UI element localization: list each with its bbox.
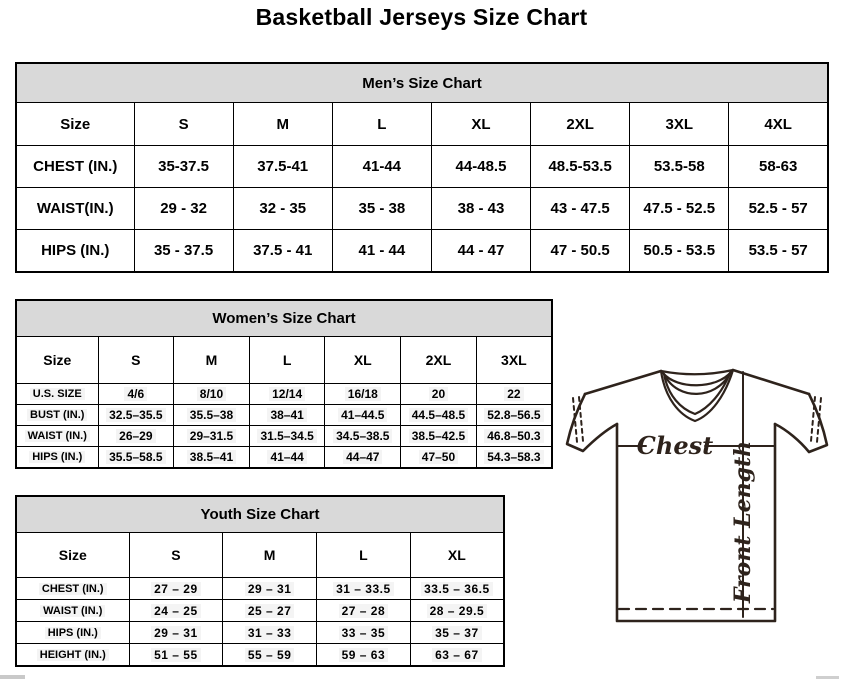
size-value-cell: 24 – 25: [129, 600, 223, 622]
size-value-cell: 38 - 43: [431, 188, 530, 230]
jersey-right-shoulder: [733, 370, 809, 394]
size-value-cell: 41–44.5: [325, 405, 401, 426]
size-column-header: L: [332, 103, 431, 146]
size-value-cell: 47 - 50.5: [531, 230, 630, 273]
size-value-cell: 20: [401, 384, 477, 405]
size-value-cell: 52.5 - 57: [729, 188, 828, 230]
size-value-cell: 35-37.5: [134, 146, 233, 188]
size-value-cell: 16/18: [325, 384, 401, 405]
table-title: Women’s Size Chart: [16, 300, 552, 337]
size-column-header: S: [129, 533, 223, 578]
size-value-cell: 43 - 47.5: [531, 188, 630, 230]
size-column-header: 2XL: [401, 337, 477, 384]
size-value-cell: 47.5 - 52.5: [630, 188, 729, 230]
size-value-cell: 63 – 67: [410, 644, 504, 667]
size-value-cell: 31 – 33.5: [317, 578, 411, 600]
size-value-cell: 38.5–42.5: [401, 426, 477, 447]
table-row: [16, 384, 552, 405]
size-value-cell: 44.5–48.5: [401, 405, 477, 426]
table-row: [16, 426, 552, 447]
table-row: [16, 230, 828, 273]
size-value-cell: 46.8–50.3: [476, 426, 552, 447]
size-header-label: Size: [16, 103, 134, 146]
size-value-cell: 44-48.5: [431, 146, 530, 188]
size-value-cell: 38–41: [249, 405, 325, 426]
table-title: Men’s Size Chart: [16, 63, 828, 103]
row-label: HIPS (IN.): [16, 447, 98, 469]
size-value-cell: 29 – 31: [223, 578, 317, 600]
table-title: Youth Size Chart: [16, 496, 504, 533]
front-length-label: Front Length: [730, 440, 756, 604]
size-value-cell: 28 – 29.5: [410, 600, 504, 622]
row-label: CHEST (IN.): [16, 146, 134, 188]
table-row: [16, 622, 504, 644]
row-label: BUST (IN.): [16, 405, 98, 426]
size-value-cell: 47–50: [401, 447, 477, 469]
size-value-cell: 29–31.5: [174, 426, 250, 447]
table-row: [16, 600, 504, 622]
size-column-header: M: [223, 533, 317, 578]
size-column-header: 4XL: [729, 103, 828, 146]
row-label: U.S. SIZE: [16, 384, 98, 405]
size-value-cell: 22: [476, 384, 552, 405]
row-label: WAIST (IN.): [16, 600, 129, 622]
size-column-header: XL: [431, 103, 530, 146]
size-value-cell: 38.5–41: [174, 447, 250, 469]
size-value-cell: 54.3–58.3: [476, 447, 552, 469]
table-row: [16, 644, 504, 667]
size-value-cell: 48.5-53.5: [531, 146, 630, 188]
size-value-cell: 51 – 55: [129, 644, 223, 667]
size-value-cell: 59 – 63: [317, 644, 411, 667]
size-value-cell: 27 – 28: [317, 600, 411, 622]
size-value-cell: 26–29: [98, 426, 174, 447]
size-value-cell: 33.5 – 36.5: [410, 578, 504, 600]
size-column-header: S: [134, 103, 233, 146]
size-value-cell: 53.5-58: [630, 146, 729, 188]
size-value-cell: 31.5–34.5: [249, 426, 325, 447]
size-value-cell: 55 – 59: [223, 644, 317, 667]
table-row: [16, 146, 828, 188]
size-value-cell: 32.5–35.5: [98, 405, 174, 426]
size-header-label: Size: [16, 337, 98, 384]
jersey-diagram: [557, 360, 842, 635]
size-column-header: S: [98, 337, 174, 384]
size-column-header: M: [174, 337, 250, 384]
size-value-cell: 35 - 37.5: [134, 230, 233, 273]
size-value-cell: 52.8–56.5: [476, 405, 552, 426]
jersey-left-shoulder: [585, 371, 661, 394]
row-label: HEIGHT (IN.): [16, 644, 129, 667]
size-column-header: 2XL: [531, 103, 630, 146]
size-value-cell: 34.5–38.5: [325, 426, 401, 447]
size-column-header: XL: [325, 337, 401, 384]
size-value-cell: 37.5-41: [233, 146, 332, 188]
scrollbar-fragment-left: [0, 675, 25, 679]
table-row: [16, 578, 504, 600]
row-label: HIPS (IN.): [16, 230, 134, 273]
size-value-cell: 32 - 35: [233, 188, 332, 230]
womens-size-table: [15, 299, 553, 469]
size-value-cell: 4/6: [98, 384, 174, 405]
youth-size-table: [15, 495, 505, 667]
size-value-cell: 41–44: [249, 447, 325, 469]
size-value-cell: 33 – 35: [317, 622, 411, 644]
size-value-cell: 29 - 32: [134, 188, 233, 230]
size-value-cell: 31 – 33: [223, 622, 317, 644]
row-label: HIPS (IN.): [16, 622, 129, 644]
table-row: [16, 405, 552, 426]
size-column-header: 3XL: [630, 103, 729, 146]
size-value-cell: 35.5–38: [174, 405, 250, 426]
page-title: Basketball Jerseys Size Chart: [255, 4, 588, 30]
size-column-header: L: [317, 533, 411, 578]
size-value-cell: 41 - 44: [332, 230, 431, 273]
size-value-cell: 44 - 47: [431, 230, 530, 273]
size-value-cell: 41-44: [332, 146, 431, 188]
table-row: [16, 447, 552, 469]
size-value-cell: 12/14: [249, 384, 325, 405]
size-value-cell: 29 – 31: [129, 622, 223, 644]
size-value-cell: 35 - 38: [332, 188, 431, 230]
table-row: [16, 188, 828, 230]
size-value-cell: 50.5 - 53.5: [630, 230, 729, 273]
chest-label: Chest: [636, 431, 714, 460]
row-label: WAIST (IN.): [16, 426, 98, 447]
row-label: WAIST(IN.): [16, 188, 134, 230]
size-value-cell: 35 – 37: [410, 622, 504, 644]
size-header-label: Size: [16, 533, 129, 578]
size-value-cell: 8/10: [174, 384, 250, 405]
size-column-header: L: [249, 337, 325, 384]
mens-size-table: [15, 62, 829, 273]
size-value-cell: 35.5–58.5: [98, 447, 174, 469]
size-value-cell: 44–47: [325, 447, 401, 469]
size-column-header: 3XL: [476, 337, 552, 384]
row-label: CHEST (IN.): [16, 578, 129, 600]
size-column-header: XL: [410, 533, 504, 578]
collar-top-edge: [661, 370, 733, 374]
size-value-cell: 53.5 - 57: [729, 230, 828, 273]
size-value-cell: 37.5 - 41: [233, 230, 332, 273]
size-value-cell: 27 – 29: [129, 578, 223, 600]
size-value-cell: 58-63: [729, 146, 828, 188]
size-value-cell: 25 – 27: [223, 600, 317, 622]
size-column-header: M: [233, 103, 332, 146]
